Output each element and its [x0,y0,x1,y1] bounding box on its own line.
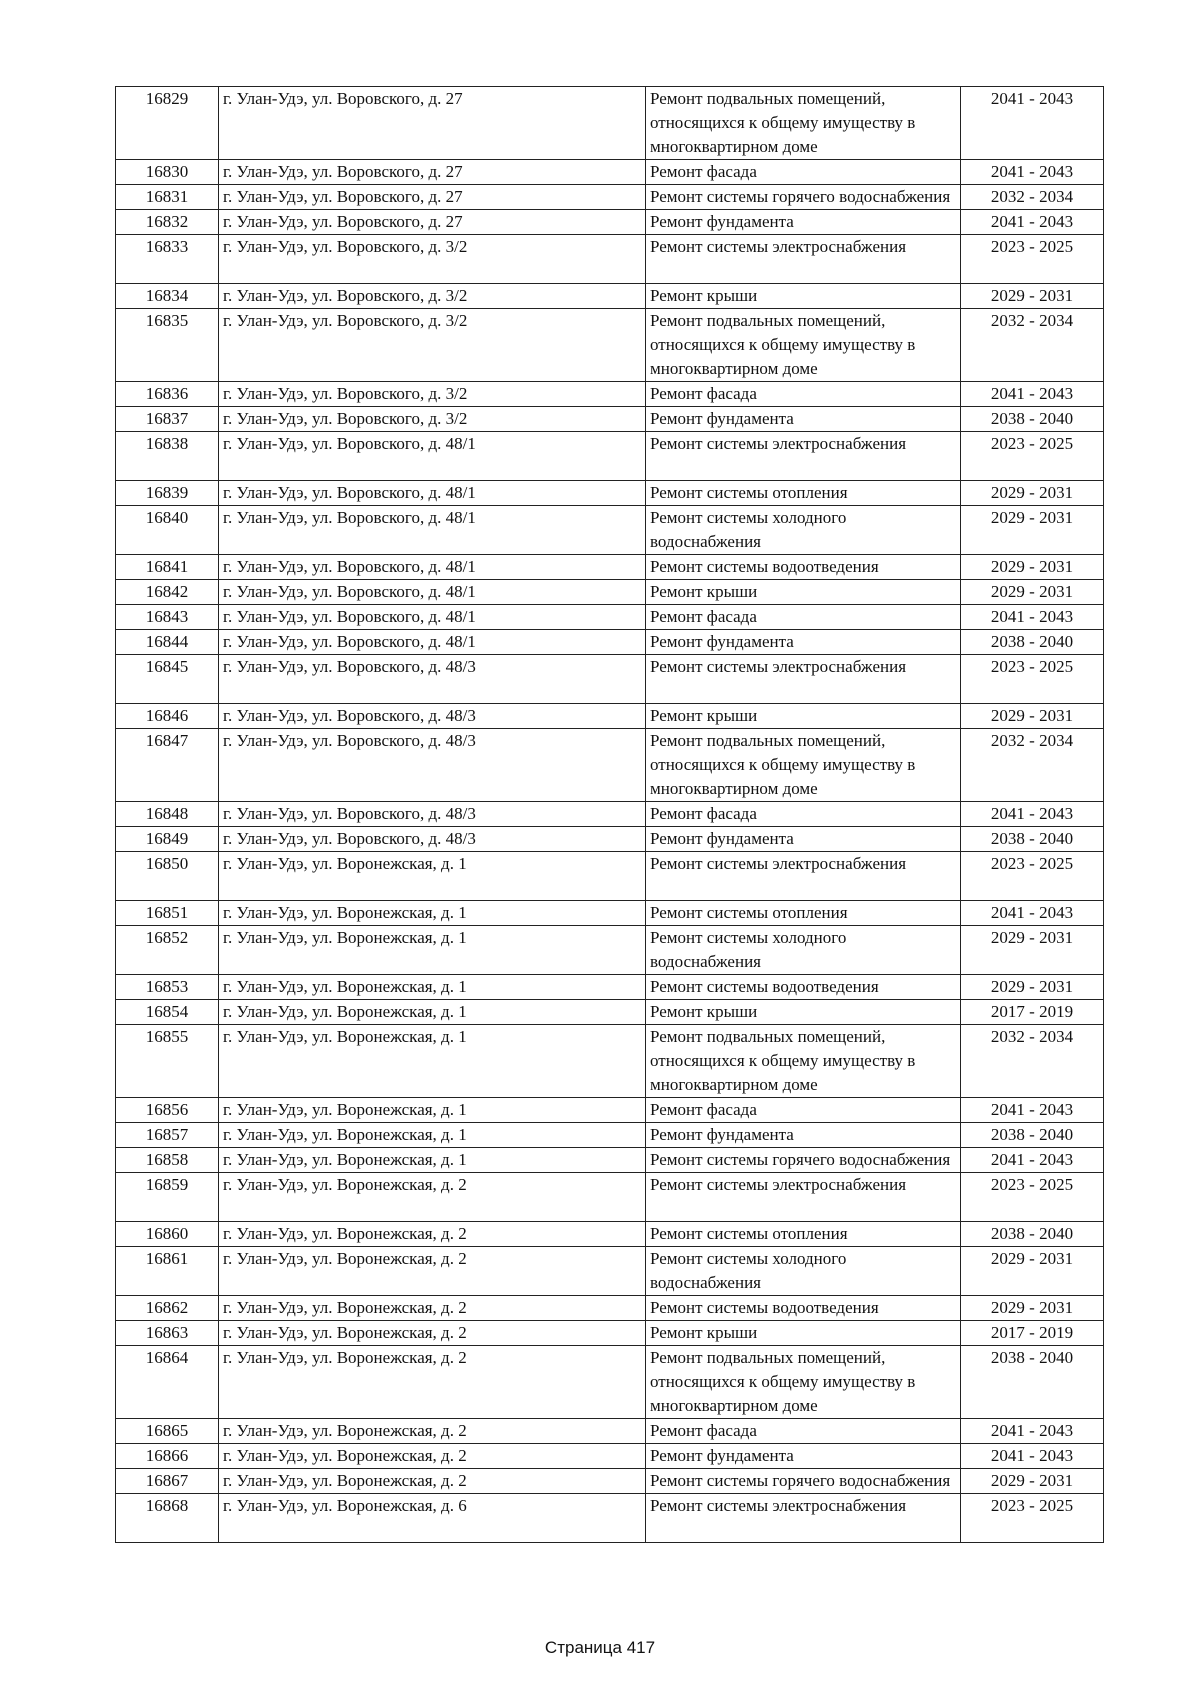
work-type-cell: Ремонт фасада [646,1098,961,1123]
work-type-cell: Ремонт фасада [646,1419,961,1444]
row-number: 16844 [116,630,219,655]
period-cell: 2041 - 2043 [961,605,1104,630]
period-cell: 2032 - 2034 [961,1025,1104,1098]
table-row [116,506,1104,555]
work-type-cell: Ремонт системы холодного водоснабжения [646,926,961,975]
period-cell: 2029 - 2031 [961,1469,1104,1494]
period-cell: 2041 - 2043 [961,901,1104,926]
address-cell: г. Улан-Удэ, ул. Воронежская, д. 2 [219,1346,646,1419]
address-cell: г. Улан-Удэ, ул. Воровского, д. 27 [219,185,646,210]
table-row [116,284,1104,309]
row-number: 16849 [116,827,219,852]
row-number: 16851 [116,901,219,926]
work-type-cell: Ремонт фасада [646,382,961,407]
period-cell: 2029 - 2031 [961,284,1104,309]
address-cell: г. Улан-Удэ, ул. Воронежская, д. 2 [219,1444,646,1469]
table-row [116,827,1104,852]
address-cell: г. Улан-Удэ, ул. Воронежская, д. 1 [219,1123,646,1148]
work-type-cell: Ремонт крыши [646,1000,961,1025]
table-row [116,1123,1104,1148]
work-type-cell: Ремонт системы водоотведения [646,975,961,1000]
page-number: Страница 417 [544,1638,656,1657]
work-type-cell: Ремонт системы электроснабжения [646,432,961,481]
address-cell: г. Улан-Удэ, ул. Воровского, д. 3/2 [219,284,646,309]
address-cell: г. Улан-Удэ, ул. Воровского, д. 3/2 [219,309,646,382]
row-number: 16837 [116,407,219,432]
address-cell: г. Улан-Удэ, ул. Воронежская, д. 2 [219,1296,646,1321]
row-number: 16845 [116,655,219,704]
table-body [116,87,1104,1543]
row-number: 16848 [116,802,219,827]
row-number: 16862 [116,1296,219,1321]
address-cell: г. Улан-Удэ, ул. Воронежская, д. 2 [219,1173,646,1222]
row-number: 16847 [116,729,219,802]
table-row [116,407,1104,432]
table-row [116,1000,1104,1025]
table-row [116,901,1104,926]
work-type-cell: Ремонт системы электроснабжения [646,655,961,704]
address-cell: г. Улан-Удэ, ул. Воронежская, д. 2 [219,1222,646,1247]
table-row [116,802,1104,827]
table-row [116,1419,1104,1444]
row-number: 16868 [116,1494,219,1543]
period-cell: 2023 - 2025 [961,432,1104,481]
row-number: 16866 [116,1444,219,1469]
period-cell: 2038 - 2040 [961,1123,1104,1148]
row-number: 16860 [116,1222,219,1247]
table-row [116,1321,1104,1346]
table-row [116,1494,1104,1543]
period-cell: 2029 - 2031 [961,506,1104,555]
period-cell: 2029 - 2031 [961,555,1104,580]
address-cell: г. Улан-Удэ, ул. Воровского, д. 48/1 [219,506,646,555]
row-number: 16852 [116,926,219,975]
period-cell: 2041 - 2043 [961,1098,1104,1123]
address-cell: г. Улан-Удэ, ул. Воронежская, д. 2 [219,1469,646,1494]
work-type-cell: Ремонт системы холодного водоснабжения [646,1247,961,1296]
period-cell: 2029 - 2031 [961,1247,1104,1296]
address-cell: г. Улан-Удэ, ул. Воровского, д. 48/1 [219,555,646,580]
period-cell: 2029 - 2031 [961,580,1104,605]
row-number: 16863 [116,1321,219,1346]
work-type-cell: Ремонт системы водоотведения [646,555,961,580]
period-cell: 2023 - 2025 [961,1494,1104,1543]
table-row [116,605,1104,630]
period-cell: 2041 - 2043 [961,87,1104,160]
period-cell: 2029 - 2031 [961,481,1104,506]
period-cell: 2029 - 2031 [961,926,1104,975]
address-cell: г. Улан-Удэ, ул. Воронежская, д. 1 [219,1098,646,1123]
address-cell: г. Улан-Удэ, ул. Воронежская, д. 1 [219,1148,646,1173]
table-row [116,87,1104,160]
table-row [116,1098,1104,1123]
table-row [116,1296,1104,1321]
work-type-cell: Ремонт подвальных помещений, относящихся к общему имуществу в многоквартирном доме [646,1025,961,1098]
work-type-cell: Ремонт фундамента [646,630,961,655]
table-row [116,1346,1104,1419]
address-cell: г. Улан-Удэ, ул. Воровского, д. 48/3 [219,655,646,704]
row-number: 16857 [116,1123,219,1148]
address-cell: г. Улан-Удэ, ул. Воровского, д. 48/1 [219,630,646,655]
row-number: 16838 [116,432,219,481]
address-cell: г. Улан-Удэ, ул. Воровского, д. 27 [219,160,646,185]
row-number: 16854 [116,1000,219,1025]
table-row [116,852,1104,901]
address-cell: г. Улан-Удэ, ул. Воровского, д. 27 [219,210,646,235]
work-type-cell: Ремонт системы электроснабжения [646,852,961,901]
period-cell: 2038 - 2040 [961,630,1104,655]
period-cell: 2023 - 2025 [961,235,1104,284]
period-cell: 2038 - 2040 [961,1346,1104,1419]
address-cell: г. Улан-Удэ, ул. Воровского, д. 3/2 [219,407,646,432]
table-row [116,1469,1104,1494]
table-row [116,432,1104,481]
table-row [116,1247,1104,1296]
table-row [116,309,1104,382]
work-type-cell: Ремонт системы водоотведения [646,1296,961,1321]
table-row [116,926,1104,975]
period-cell: 2038 - 2040 [961,1222,1104,1247]
work-type-cell: Ремонт системы электроснабжения [646,1494,961,1543]
work-type-cell: Ремонт подвальных помещений, относящихся к общему имуществу в многоквартирном доме [646,87,961,160]
address-cell: г. Улан-Удэ, ул. Воровского, д. 48/1 [219,481,646,506]
address-cell: г. Улан-Удэ, ул. Воровского, д. 3/2 [219,235,646,284]
period-cell: 2029 - 2031 [961,975,1104,1000]
address-cell: г. Улан-Удэ, ул. Воронежская, д. 1 [219,901,646,926]
table-row [116,1025,1104,1098]
table-row [116,210,1104,235]
table-row [116,382,1104,407]
table-row [116,704,1104,729]
address-cell: г. Улан-Удэ, ул. Воронежская, д. 1 [219,926,646,975]
address-cell: г. Улан-Удэ, ул. Воронежская, д. 1 [219,1000,646,1025]
repair-schedule-table [115,86,1104,1543]
row-number: 16843 [116,605,219,630]
address-cell: г. Улан-Удэ, ул. Воронежская, д. 6 [219,1494,646,1543]
table-row [116,729,1104,802]
period-cell: 2032 - 2034 [961,729,1104,802]
table-row [116,655,1104,704]
period-cell: 2041 - 2043 [961,210,1104,235]
work-type-cell: Ремонт крыши [646,1321,961,1346]
period-cell: 2038 - 2040 [961,407,1104,432]
period-cell: 2032 - 2034 [961,309,1104,382]
work-type-cell: Ремонт системы отопления [646,901,961,926]
address-cell: г. Улан-Удэ, ул. Воровского, д. 48/3 [219,802,646,827]
row-number: 16861 [116,1247,219,1296]
work-type-cell: Ремонт системы электроснабжения [646,235,961,284]
work-type-cell: Ремонт подвальных помещений, относящихся к общему имуществу в многоквартирном доме [646,729,961,802]
work-type-cell: Ремонт системы горячего водоснабжения [646,1469,961,1494]
work-type-cell: Ремонт фундамента [646,1444,961,1469]
row-number: 16840 [116,506,219,555]
row-number: 16856 [116,1098,219,1123]
table-row [116,1222,1104,1247]
work-type-cell: Ремонт фундамента [646,827,961,852]
row-number: 16867 [116,1469,219,1494]
address-cell: г. Улан-Удэ, ул. Воровского, д. 48/3 [219,827,646,852]
address-cell: г. Улан-Удэ, ул. Воронежская, д. 2 [219,1419,646,1444]
work-type-cell: Ремонт подвальных помещений, относящихся к общему имуществу в многоквартирном доме [646,1346,961,1419]
address-cell: г. Улан-Удэ, ул. Воронежская, д. 2 [219,1247,646,1296]
work-type-cell: Ремонт системы отопления [646,481,961,506]
row-number: 16839 [116,481,219,506]
row-number: 16842 [116,580,219,605]
work-type-cell: Ремонт фасада [646,802,961,827]
period-cell: 2017 - 2019 [961,1000,1104,1025]
period-cell: 2041 - 2043 [961,802,1104,827]
work-type-cell: Ремонт крыши [646,580,961,605]
period-cell: 2032 - 2034 [961,185,1104,210]
row-number: 16836 [116,382,219,407]
period-cell: 2041 - 2043 [961,1419,1104,1444]
work-type-cell: Ремонт подвальных помещений, относящихся к общему имуществу в многоквартирном доме [646,309,961,382]
row-number: 16855 [116,1025,219,1098]
address-cell: г. Улан-Удэ, ул. Воровского, д. 48/3 [219,729,646,802]
period-cell: 2017 - 2019 [961,1321,1104,1346]
table-row [116,975,1104,1000]
period-cell: 2041 - 2043 [961,382,1104,407]
row-number: 16859 [116,1173,219,1222]
work-type-cell: Ремонт системы горячего водоснабжения [646,185,961,210]
row-number: 16829 [116,87,219,160]
period-cell: 2023 - 2025 [961,1173,1104,1222]
work-type-cell: Ремонт крыши [646,284,961,309]
row-number: 16841 [116,555,219,580]
table-row [116,1148,1104,1173]
address-cell: г. Улан-Удэ, ул. Воровского, д. 48/1 [219,605,646,630]
period-cell: 2023 - 2025 [961,655,1104,704]
address-cell: г. Улан-Удэ, ул. Воровского, д. 48/1 [219,432,646,481]
address-cell: г. Улан-Удэ, ул. Воронежская, д. 1 [219,852,646,901]
table-row [116,235,1104,284]
work-type-cell: Ремонт фасада [646,160,961,185]
row-number: 16853 [116,975,219,1000]
row-number: 16864 [116,1346,219,1419]
row-number: 16850 [116,852,219,901]
work-type-cell: Ремонт системы отопления [646,1222,961,1247]
address-cell: г. Улан-Удэ, ул. Воровского, д. 48/1 [219,580,646,605]
table-row [116,160,1104,185]
address-cell: г. Улан-Удэ, ул. Воронежская, д. 1 [219,975,646,1000]
table-row [116,1173,1104,1222]
table-row [116,481,1104,506]
address-cell: г. Улан-Удэ, ул. Воровского, д. 27 [219,87,646,160]
table-row [116,1444,1104,1469]
table-row [116,630,1104,655]
address-cell: г. Улан-Удэ, ул. Воронежская, д. 2 [219,1321,646,1346]
row-number: 16832 [116,210,219,235]
period-cell: 2029 - 2031 [961,704,1104,729]
work-type-cell: Ремонт системы холодного водоснабжения [646,506,961,555]
row-number: 16830 [116,160,219,185]
row-number: 16833 [116,235,219,284]
row-number: 16834 [116,284,219,309]
row-number: 16835 [116,309,219,382]
period-cell: 2038 - 2040 [961,827,1104,852]
row-number: 16865 [116,1419,219,1444]
address-cell: г. Улан-Удэ, ул. Воронежская, д. 1 [219,1025,646,1098]
row-number: 16858 [116,1148,219,1173]
table-row [116,555,1104,580]
work-type-cell: Ремонт фундамента [646,210,961,235]
row-number: 16831 [116,185,219,210]
work-type-cell: Ремонт фундамента [646,407,961,432]
period-cell: 2041 - 2043 [961,1148,1104,1173]
work-type-cell: Ремонт системы электроснабжения [646,1173,961,1222]
work-type-cell: Ремонт фундамента [646,1123,961,1148]
period-cell: 2023 - 2025 [961,852,1104,901]
work-type-cell: Ремонт крыши [646,704,961,729]
address-cell: г. Улан-Удэ, ул. Воровского, д. 3/2 [219,382,646,407]
period-cell: 2041 - 2043 [961,1444,1104,1469]
work-type-cell: Ремонт системы горячего водоснабжения [646,1148,961,1173]
table-row [116,580,1104,605]
address-cell: г. Улан-Удэ, ул. Воровского, д. 48/3 [219,704,646,729]
period-cell: 2029 - 2031 [961,1296,1104,1321]
table-row [116,185,1104,210]
work-type-cell: Ремонт фасада [646,605,961,630]
period-cell: 2041 - 2043 [961,160,1104,185]
row-number: 16846 [116,704,219,729]
